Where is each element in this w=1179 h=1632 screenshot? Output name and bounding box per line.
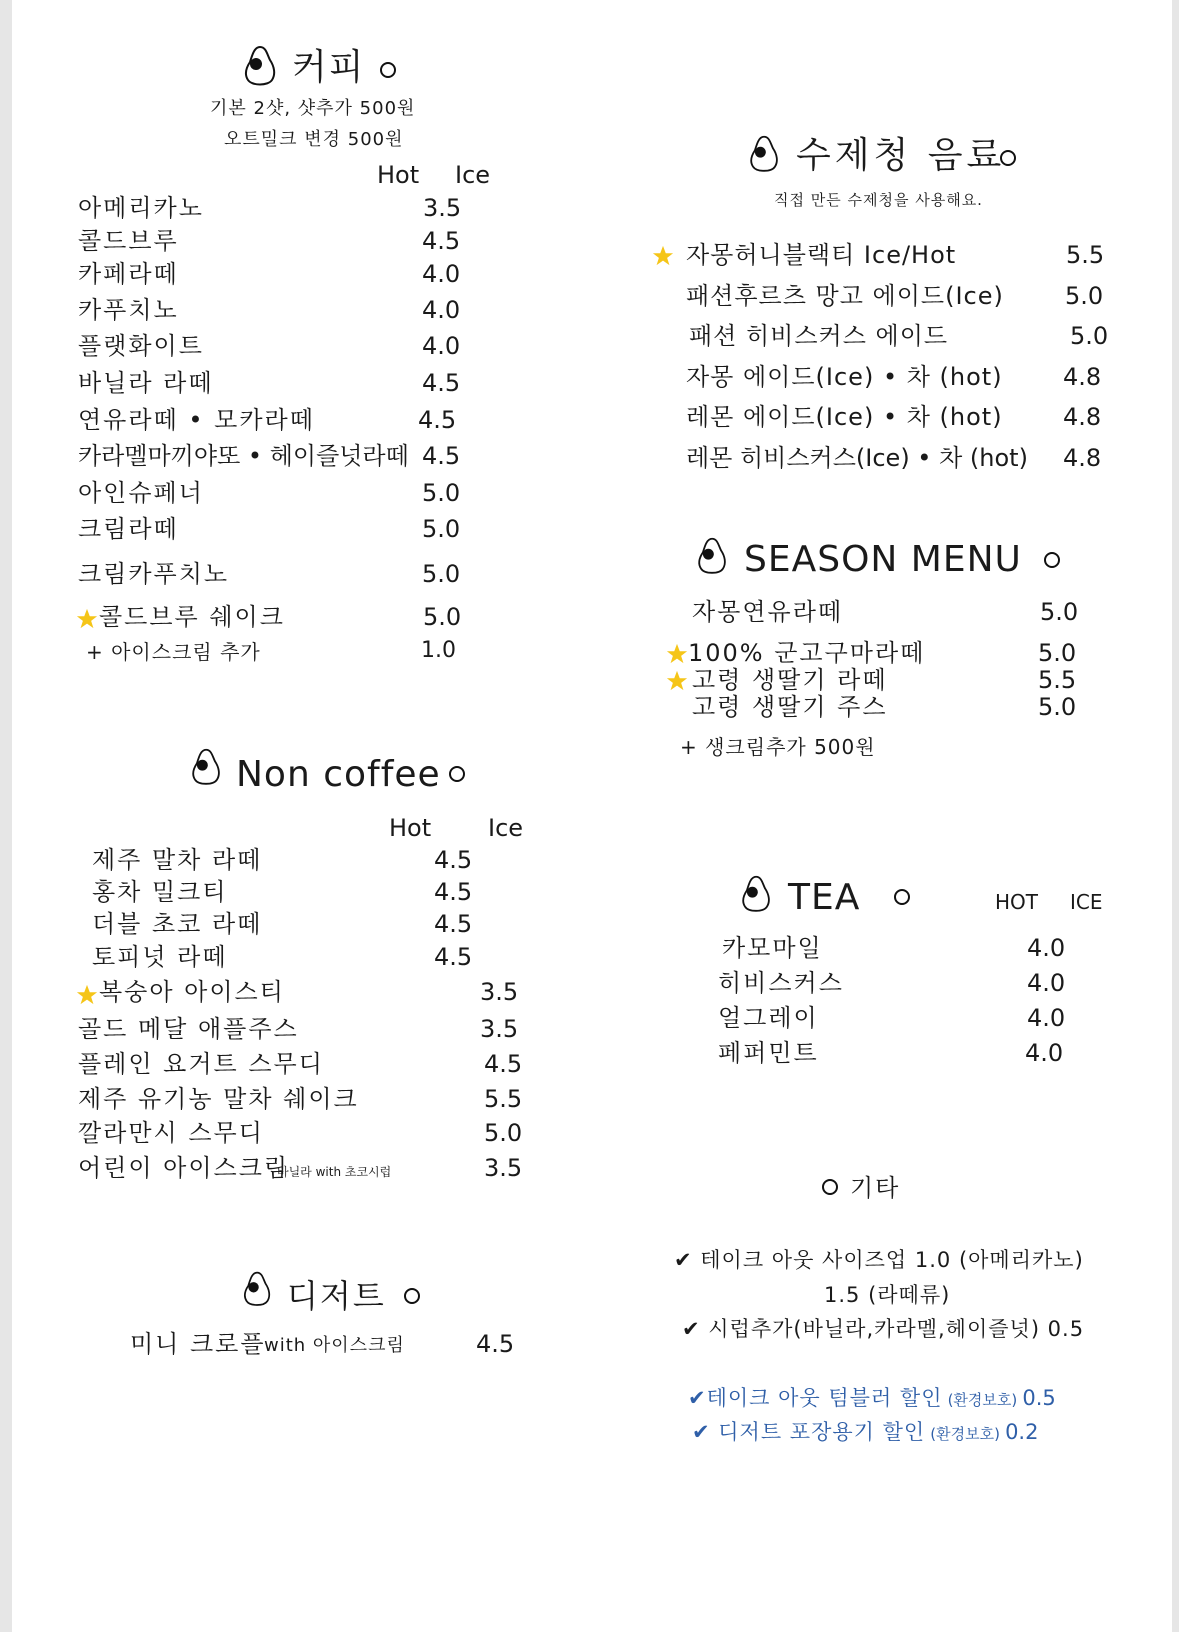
menu-item-price: 4.0 <box>1025 1039 1064 1067</box>
menu-item-price: 5.0 <box>1040 598 1079 626</box>
handmade-title: 수제청 음료 <box>796 135 1006 176</box>
star-icon <box>76 984 98 1006</box>
circle-icon <box>404 1288 420 1304</box>
star-icon <box>76 608 98 630</box>
menu-item-name: 복숭아 아이스티 <box>99 978 285 1006</box>
etc-blue-note: (환경보호) <box>930 1425 1000 1443</box>
menu-item-price: 4.5 <box>434 846 473 874</box>
menu-item-price: 4.0 <box>422 332 461 360</box>
menu-item-price: 5.0 <box>484 1119 523 1147</box>
etc-blue-main: ✔ 디저트 포장용기 할인 <box>692 1420 926 1444</box>
menu-item-price: 5.5 <box>1038 666 1077 694</box>
menu-item-price: 4.0 <box>1027 969 1066 997</box>
menu-item-name: 제주 유기농 말차 쉐이크 <box>78 1085 359 1113</box>
menu-item-name: 플랫화이트 <box>78 332 204 360</box>
circle-icon <box>449 766 465 782</box>
menu-item-name: 자몽연유라떼 <box>692 598 844 626</box>
menu-item-name: 자몽 에이드(Ice) • 차 (hot) <box>686 363 1003 391</box>
non-coffee-title: Non coffee <box>236 754 441 795</box>
avocado-icon <box>744 132 784 176</box>
handmade-subtitle: 직접 만든 수제청을 사용해요. <box>774 191 983 209</box>
circle-icon <box>1000 150 1016 166</box>
menu-item-price: 5.0 <box>1038 693 1077 721</box>
coffee-note: 오트밀크 변경 500원 <box>224 129 404 150</box>
coffee-hot-label: Hot <box>377 161 420 189</box>
menu-item-name: 레몬 히비스커스(Ice) • 차 (hot) <box>686 444 1028 472</box>
star-icon <box>666 643 688 665</box>
menu-item-price: 5.0 <box>422 560 461 588</box>
coffee-ice-label: Ice <box>455 161 491 189</box>
menu-item-price: 4.8 <box>1063 363 1102 391</box>
etc-blue-line <box>688 1388 1056 1409</box>
star-icon <box>652 245 674 267</box>
menu-item-name: 바닐라 라떼 <box>78 369 214 397</box>
menu-item-price: 3.5 <box>423 194 462 222</box>
avocado-icon <box>238 1268 276 1310</box>
etc-blue-note: (환경보호) <box>947 1391 1018 1409</box>
menu-item-name: 패션 히비스커스 에이드 <box>689 322 949 350</box>
tea-hot-label: HOT <box>995 890 1038 914</box>
menu-item-name: 고령 생딸기 주스 <box>692 693 888 721</box>
etc-line: 1.5 (라떼류) <box>824 1283 951 1307</box>
menu-item-name: 콜드브루 쉐이크 <box>99 603 285 631</box>
menu-item-price: 5.0 <box>422 515 461 543</box>
star-icon <box>666 670 688 692</box>
etc-blue-line <box>692 1422 1038 1443</box>
menu-item-price: 4.5 <box>476 1330 515 1358</box>
avocado-icon <box>186 746 226 788</box>
menu-item-name: 더블 초코 라떼 <box>92 910 263 938</box>
menu-item-price: 5.0 <box>1065 282 1104 310</box>
menu-item-name: + 아이스크림 추가 <box>86 640 261 664</box>
etc-blue-price: 0.2 <box>1005 1420 1039 1444</box>
menu-item-name: 콜드브루 <box>78 227 179 255</box>
menu-item-name: 미니 크로플 <box>130 1330 266 1358</box>
menu-item-name: 크림카푸치노 <box>78 560 230 588</box>
avocado-icon <box>238 44 282 88</box>
menu-item-name: 카페라떼 <box>78 260 179 288</box>
menu-item-price: 4.0 <box>1027 1004 1066 1032</box>
menu-item-price: 3.5 <box>484 1154 523 1182</box>
menu-item-price: 4.0 <box>1027 934 1066 962</box>
menu-item-name: 아인슈페너 <box>78 479 204 507</box>
menu-item-name: 자몽허니블랙티 Ice/Hot <box>686 241 957 269</box>
menu-item-price: 4.5 <box>484 1050 523 1078</box>
menu-item-name: 페퍼민트 <box>718 1039 819 1067</box>
menu-item-name: 패션후르츠 망고 에이드(Ice) <box>686 282 1004 310</box>
menu-item-price: 4.8 <box>1063 403 1102 431</box>
menu-item-price: 5.0 <box>423 603 462 631</box>
menu-item-name: 얼그레이 <box>718 1004 819 1032</box>
menu-item-name: 카푸치노 <box>78 296 179 324</box>
non-coffee-hot-label: Hot <box>389 814 432 842</box>
menu-item-price: 5.5 <box>1066 241 1105 269</box>
menu-item-price: 5.0 <box>1038 639 1077 667</box>
menu-item-price: 1.0 <box>421 638 456 663</box>
etc-blue-main: ✔테이크 아웃 텀블러 할인 <box>688 1386 943 1410</box>
dessert-title: 디저트 <box>287 1277 386 1315</box>
etc-blue-price: 0.5 <box>1022 1386 1056 1410</box>
avocado-icon <box>736 872 776 916</box>
menu-item-name: 레몬 에이드(Ice) • 차 (hot) <box>686 403 1003 431</box>
menu-item-name: 크림라떼 <box>78 515 179 543</box>
menu-item-price: 4.5 <box>422 369 461 397</box>
menu-item-name: 제주 말차 라떼 <box>92 846 263 874</box>
menu-item-name: 홍차 밀크티 <box>92 878 228 906</box>
menu-item-price: 4.0 <box>422 260 461 288</box>
menu-item-price: 5.0 <box>422 479 461 507</box>
menu-item-name: 어린이 아이스크림 <box>78 1154 290 1182</box>
tea-ice-label: ICE <box>1070 890 1103 914</box>
circle-icon <box>1044 552 1060 568</box>
menu-item-name: 연유라떼 • 모카라떼 <box>78 406 315 434</box>
avocado-icon <box>692 534 732 578</box>
coffee-title: 커피 <box>292 47 366 88</box>
menu-item-price: 3.5 <box>480 978 519 1006</box>
menu-item-price: 5.5 <box>484 1085 523 1113</box>
menu-item-price: 4.8 <box>1063 444 1102 472</box>
menu-item-price: 3.5 <box>480 1015 519 1043</box>
circle-icon <box>380 62 396 78</box>
etc-line: ✔ 시럽추가(바닐라,카라멜,헤이즐넛) 0.5 <box>682 1317 1085 1341</box>
menu-item-note: with 아이스크림 <box>264 1335 405 1356</box>
menu-item-price: 4.5 <box>434 943 473 971</box>
menu-item-price: 4.5 <box>434 910 473 938</box>
menu-item-name: 카모마일 <box>722 934 823 962</box>
menu-item-price: 4.5 <box>422 227 461 255</box>
season-title: SEASON MENU <box>744 539 1022 580</box>
etc-line: ✔ 테이크 아웃 사이즈업 1.0 (아메리카노) <box>674 1248 1084 1272</box>
menu-item-name: 플레인 요거트 스무디 <box>78 1050 324 1078</box>
menu-item-price: 4.5 <box>434 878 473 906</box>
circle-icon <box>822 1179 838 1195</box>
menu-item-price: 4.0 <box>422 296 461 324</box>
menu-item-name: 아메리카노 <box>78 194 204 222</box>
menu-item-name: 깔라만시 스무디 <box>78 1119 264 1147</box>
season-note: + 생크림추가 500원 <box>680 735 876 759</box>
menu-item-price: 4.5 <box>422 442 461 470</box>
menu-item-name: 토피넛 라떼 <box>92 943 228 971</box>
menu-item-name: 히비스커스 <box>718 969 844 997</box>
menu-item-price: 4.5 <box>418 406 457 434</box>
menu-item-name: 카라멜마끼야또 • 헤이즐넛라떼 <box>78 442 409 470</box>
tea-title: TEA <box>788 877 861 918</box>
menu-item-name: 100% 군고구마라떼 <box>688 639 926 667</box>
menu-item-note: 바닐라 with 초코시럽 <box>277 1165 392 1179</box>
menu-item-price: 5.0 <box>1070 322 1109 350</box>
etc-title: 기타 <box>850 1174 901 1202</box>
circle-icon <box>894 889 910 905</box>
non-coffee-ice-label: Ice <box>488 814 524 842</box>
menu-page <box>12 0 1172 1632</box>
coffee-note: 기본 2샷, 샷추가 500원 <box>210 98 416 119</box>
menu-item-name: 골드 메달 애플주스 <box>78 1015 299 1043</box>
menu-item-name: 고령 생딸기 라떼 <box>692 666 888 694</box>
